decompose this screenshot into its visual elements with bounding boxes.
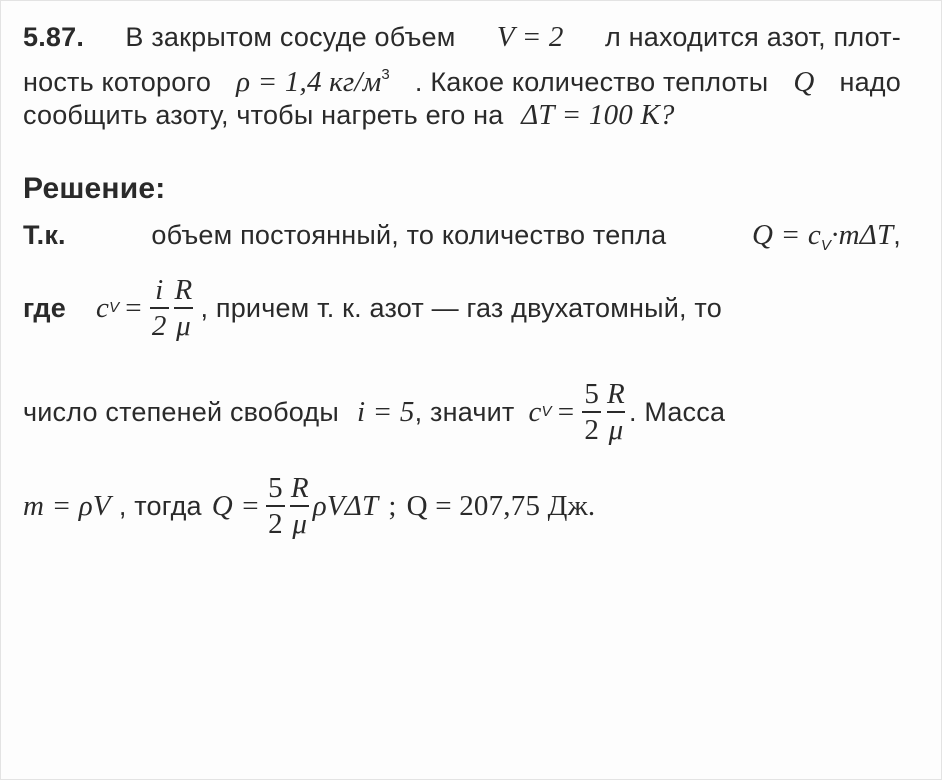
punctuation: , [893,220,901,250]
frac-den: 2 [150,307,169,343]
solution-lead: Т.к. [23,220,66,250]
eq-sign: = [125,292,142,324]
subscript: V [109,299,120,316]
problem-text: . Какое количество теплоты [414,67,769,97]
problem-number: 5.87. [23,22,85,52]
frac-den: μ [607,411,626,447]
fraction-5-2 [582,377,601,447]
equation: ΔT = 100 К? [521,99,675,131]
subscript: V [820,237,832,254]
frac-num: i [155,274,164,306]
problem-line-1 [23,21,901,53]
frac-num: 5 [584,378,600,410]
problem-line-2 [23,59,901,98]
eq-sign: = [557,396,575,428]
eq-part: ·mΔT [831,219,894,251]
density-equation: ρ = 1,4 кг/м [236,66,382,98]
solution-text: число степеней свободы [23,397,339,427]
eq-part: c [528,396,542,428]
frac-den: 2 [266,505,285,541]
solution-line-3 [23,373,901,451]
frac-num: R [290,472,309,504]
solution-text: объем постоянный, то количество тепла [151,220,667,250]
eq-part: c [95,292,110,324]
problem-text: надо [839,67,901,97]
equation: V = 2 [496,21,564,53]
subscript: V [541,403,552,420]
solution-text: . Масса [628,397,726,427]
problem-line-3 [23,99,901,131]
heading-text: Решение: [23,172,166,205]
problem-text: ность которого [23,67,212,97]
solution-lead: где [23,293,66,323]
solution-text: , тогда [118,491,202,521]
frac-den: μ [174,307,193,343]
solution-line-4 [23,467,901,545]
equation: i = 5 [356,396,415,428]
mass-equation: m = ρV [23,490,111,522]
separator: ; [388,490,397,522]
result-equation: Q = 207,75 Дж. [406,490,596,522]
fraction-i-2 [150,273,169,343]
frac-den: μ [290,505,309,541]
solution-text: , причем т. к. азот — газ двухатомный, то [200,293,722,323]
solution-line-1 [23,219,901,262]
eq-part: Q = c [752,219,821,251]
equation [236,59,390,98]
fraction-r-mu [605,377,627,447]
solution-text: , значит [414,397,515,427]
eq-part: ρVΔT [312,490,379,522]
fraction-r-mu [289,471,311,541]
frac-num: 5 [268,472,283,504]
eq-part: Q = [211,490,261,522]
solution-heading [23,173,901,205]
frac-num: R [174,274,193,306]
frac-num: R [607,378,625,410]
variable: Q [793,66,815,98]
exponent: 3 [381,66,390,83]
problem-text: л находится азот, плот- [604,22,901,52]
problem-text: сообщить азоту, чтобы нагреть его на [23,100,504,130]
fraction-5-2 [266,471,285,541]
equation [752,219,901,262]
fraction-r-mu [173,273,195,343]
solution-line-2 [23,273,901,343]
frac-den: 2 [582,411,601,447]
problem-text: В закрытом сосуде объем [125,22,456,52]
